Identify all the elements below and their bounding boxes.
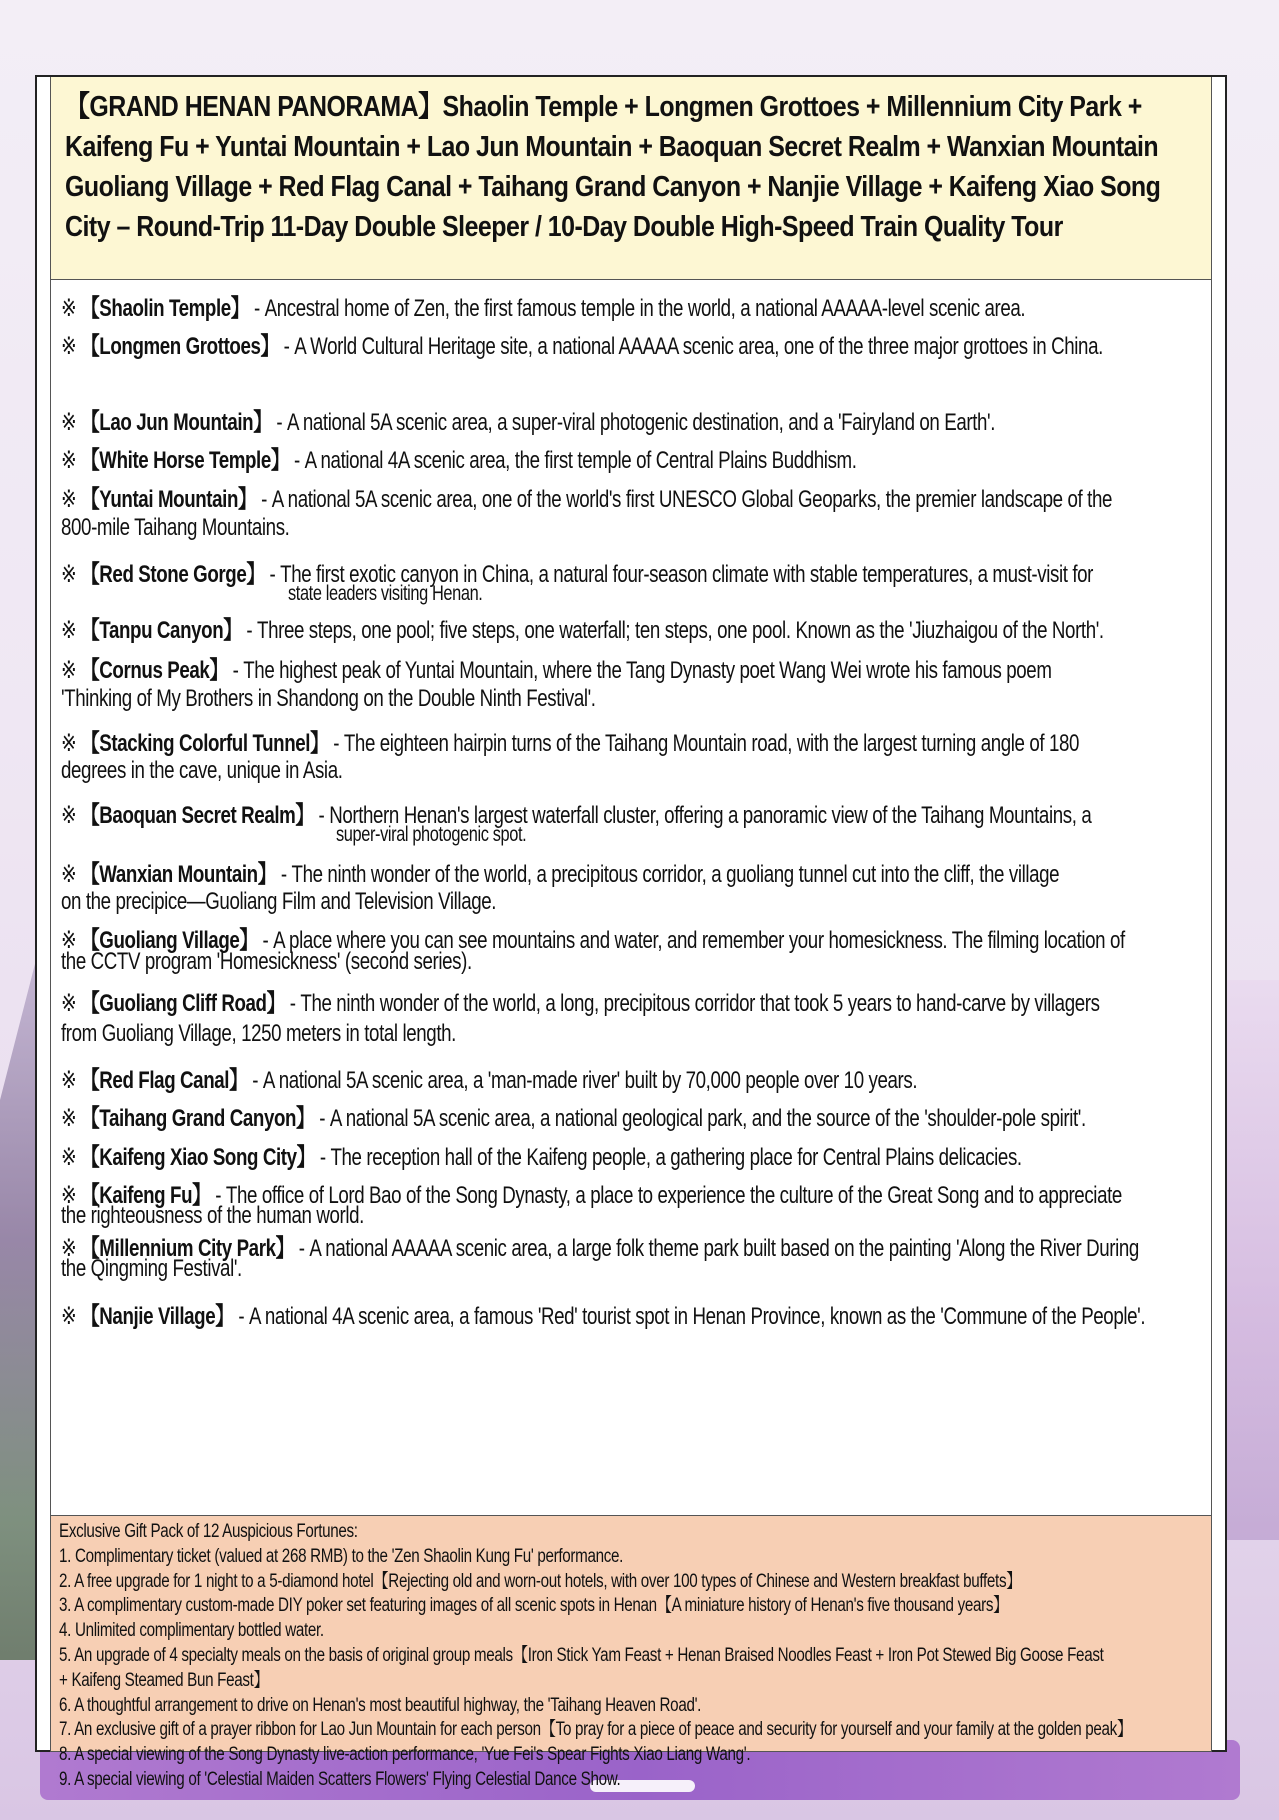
spot-description: - A place where you can see mountains and water, and remember your homesickness. The filming location of (262, 927, 1125, 954)
reference-mark: ※ (61, 617, 77, 644)
gift-item: 2. A free upgrade for 1 night to a 5-diamond hotel【Rejecting old and worn-out hotels, with over 100 types of Chinese and Western breakfast buffets】 (59, 1570, 1022, 1592)
spot-name: 【Guoliang Village】 (80, 927, 258, 954)
gift-item: + Kaifeng Steamed Bun Feast】 (59, 1669, 269, 1691)
title-line: Guoliang Village + Red Flag Canal + Taihang Grand Canyon + Nanjie Village + Kaifeng Xiao Song (65, 171, 1161, 203)
spot-name: 【Yuntai Mountain】 (80, 486, 257, 513)
spot-description-continued: 'Thinking of My Brothers in Shandong on the Double Ninth Festival'. (61, 685, 596, 712)
spot-description: - The highest peak of Yuntai Mountain, where the Tang Dynasty poet Wang Wei wrote his famous poem (232, 657, 1052, 684)
title-line: City – Round-Trip 11-Day Double Sleeper / 10-Day Double High-Speed Train Quality Tour (65, 211, 1063, 243)
gift-item: 1. Complimentary ticket (valued at 268 RMB) to the 'Zen Shaolin Kung Fu' performance. (59, 1545, 624, 1567)
spot-stacking-colorful-tunnel (61, 723, 1079, 758)
spot-kaifeng-xiao-song-city (61, 1137, 1022, 1172)
reference-mark: ※ (61, 295, 77, 322)
reference-mark: ※ (61, 409, 77, 436)
spot-description: - A national 4A scenic area, a famous 'Red' tourist spot in Henan Province, known as the 'Commune of the People'. (238, 1303, 1146, 1330)
spot-name: 【Guoliang Cliff Road】 (80, 990, 285, 1017)
spot-name: 【Stacking Colorful Tunnel】 (80, 730, 329, 757)
spot-description-continued: the CCTV program 'Homesickness' (second series). (61, 948, 472, 975)
gift-item: 8. A special viewing of the Song Dynasty live-action performance, 'Yue Fei's Spear Fights Xiao Liang Wang'. (59, 1744, 751, 1766)
spot-name: 【Taihang Grand Canyon】 (80, 1105, 315, 1132)
reference-mark: ※ (61, 1144, 77, 1171)
reference-mark: ※ (61, 730, 77, 757)
spot-name: 【Kaifeng Fu】 (80, 1182, 211, 1209)
reference-mark: ※ (61, 802, 77, 829)
reference-mark: ※ (61, 1105, 77, 1132)
spot-red-flag-canal (61, 1060, 917, 1095)
spot-description-continued: degrees in the cave, unique in Asia. (61, 757, 343, 784)
spot-white-horse-temple (61, 440, 857, 475)
spot-lao-jun-mountain (61, 402, 995, 437)
spot-description-continued: on the precipice—Guoliang Film and Television Village. (61, 888, 497, 915)
spot-name: 【Lao Jun Mountain】 (80, 409, 272, 436)
spot-description: - Ancestral home of Zen, the first famous temple in the world, a national AAAAA-level scenic area. (253, 295, 1026, 322)
itinerary-panel (35, 75, 1227, 1790)
reference-mark: ※ (61, 561, 77, 588)
gift-item: 4. Unlimited complimentary bottled water. (59, 1620, 324, 1642)
reference-mark: ※ (61, 1303, 77, 1330)
spot-description: - A national 5A scenic area, a national geological park, and the source of the 'shoulder-pole spirit'. (319, 1105, 1086, 1132)
spot-description: - Northern Henan's largest waterfall cluster, offering a panoramic view of the Taihang Mountains, a (318, 802, 1092, 829)
spot-name: 【Nanjie Village】 (80, 1303, 234, 1330)
spot-description: - The reception hall of the Kaifeng people, a gathering place for Central Plains delicacies. (319, 1144, 1022, 1171)
spot-description: - A national 5A scenic area, a super-viral photogenic destination, and a 'Fairyland on Earth'. (276, 409, 996, 436)
spot-wanxian-mountain (61, 854, 1059, 889)
spot-longmen-grottoes (61, 326, 1103, 361)
reference-mark: ※ (61, 990, 77, 1017)
spot-description: - A national 4A scenic area, the first temple of Central Plains Buddhism. (294, 447, 857, 474)
reference-mark: ※ (61, 1182, 77, 1209)
spot-name: 【Wanxian Mountain】 (80, 861, 277, 888)
spot-description-continued: super-viral photogenic spot. (336, 823, 527, 846)
reference-mark: ※ (61, 861, 77, 888)
spot-guoliang-cliff-road (61, 983, 1100, 1018)
spot-description: - The ninth wonder of the world, a precipitous corridor, a guoliang tunnel cut into the cliff, the village (280, 861, 1060, 888)
spot-description: - The ninth wonder of the world, a long, precipitous corridor that took 5 years to hand-carve by villagers (289, 990, 1100, 1017)
spot-description-continued: 800-mile Taihang Mountains. (61, 514, 290, 541)
spot-yuntai-mountain (61, 479, 1112, 514)
spot-description: - The first exotic canyon in China, a natural four-season climate with stable temperatures, a must-visit for (269, 561, 1094, 588)
spot-red-stone-gorge (61, 554, 1093, 589)
spot-name: 【Shaolin Temple】 (80, 295, 250, 322)
title-line: Kaifeng Fu + Yuntai Mountain + Lao Jun Mountain + Baoquan Secret Realm + Wanxian Mountain (65, 131, 1159, 163)
spot-name: 【Red Stone Gorge】 (80, 561, 265, 588)
spot-baoquan-secret-realm (61, 795, 1091, 830)
spot-description-continued: the Qingming Festival'. (61, 1255, 242, 1282)
spot-description: - A national 5A scenic area, a 'man-made river' built by 70,000 people over 10 years. (252, 1067, 918, 1094)
spot-name: 【Red Flag Canal】 (80, 1067, 248, 1094)
gift-pack-section (50, 1515, 1212, 1790)
reference-mark: ※ (61, 333, 77, 360)
spot-name: 【Millennium City Park】 (80, 1235, 294, 1262)
spot-name: 【Longmen Grottoes】 (80, 333, 279, 360)
spot-name: 【White Horse Temple】 (80, 447, 290, 474)
reference-mark: ※ (61, 657, 77, 684)
reference-mark: ※ (61, 486, 77, 513)
spot-description: - A national 5A scenic area, one of the world's first UNESCO Global Geoparks, the premier landscape of the (261, 486, 1113, 513)
spot-description-continued: state leaders visiting Henan. (288, 582, 483, 605)
gift-item: 9. A special viewing of 'Celestial Maiden Scatters Flowers' Flying Celestial Dance Show. (59, 1768, 621, 1790)
spot-description: - A World Cultural Heritage site, a national AAAAA scenic area, one of the three major grottoes in China. (283, 333, 1103, 360)
gift-item: 5. An upgrade of 4 specialty meals on the basis of original group meals【Iron Stick Yam Feast + Henan Braised Noodles Feast + Iron Pot Stewed Big Goose Feast (59, 1644, 1104, 1666)
reference-mark: ※ (61, 1067, 77, 1094)
spot-tanpu-canyon (61, 610, 1104, 645)
spot-name: 【Tanpu Canyon】 (80, 617, 242, 644)
scenic-spot-list (50, 280, 1212, 1515)
reference-mark: ※ (61, 1235, 77, 1262)
spot-nanjie-village (61, 1296, 1145, 1331)
gift-item: 3. A complimentary custom-made DIY poker set featuring images of all scenic spots in Henan【A miniature history of Henan's five thousand years】 (59, 1595, 1009, 1617)
reference-mark: ※ (61, 447, 77, 474)
gift-item: 7. An exclusive gift of a prayer ribbon for Lao Jun Mountain for each person【To pray for a piece of peace and security for yourself and your family at the golden peak】 (59, 1719, 1132, 1741)
spot-description-continued: from Guoliang Village, 1250 meters in total length. (61, 1020, 456, 1047)
spot-name: 【Baoquan Secret Realm】 (80, 802, 314, 829)
title-line: 【GRAND HENAN PANORAMA】Shaolin Temple + Longmen Grottoes + Millennium City Park + (65, 91, 1142, 123)
tour-title (50, 77, 1212, 280)
spot-description-continued: the righteousness of the human world. (61, 1202, 364, 1229)
spot-description: - The eighteen hairpin turns of the Taihang Mountain road, with the largest turning angle of 180 (333, 730, 1080, 757)
spot-cornus-peak (61, 650, 1052, 685)
spot-description: - A national AAAAA scenic area, a large folk theme park built based on the painting 'Along the River During (298, 1235, 1139, 1262)
spot-name: 【Cornus Peak】 (80, 657, 228, 684)
spot-shaolin-temple (61, 288, 1025, 323)
spot-taihang-grand-canyon (61, 1098, 1086, 1133)
background-glow (1219, 980, 1279, 1540)
gift-item: 6. A thoughtful arrangement to drive on Henan's most beautiful highway, the 'Taihang Heaven Road'. (59, 1694, 702, 1716)
gift-heading: Exclusive Gift Pack of 12 Auspicious Fortunes: (59, 1521, 358, 1542)
spot-description: - Three steps, one pool; five steps, one waterfall; ten steps, one pool. Known as the 'Jiuzhaigou of the North'. (246, 617, 1104, 644)
reference-mark: ※ (61, 927, 77, 954)
spot-name: 【Kaifeng Xiao Song City】 (80, 1144, 315, 1171)
spot-description: - The office of Lord Bao of the Song Dynasty, a place to experience the culture of the Great Song and to appreciate (215, 1182, 1122, 1209)
